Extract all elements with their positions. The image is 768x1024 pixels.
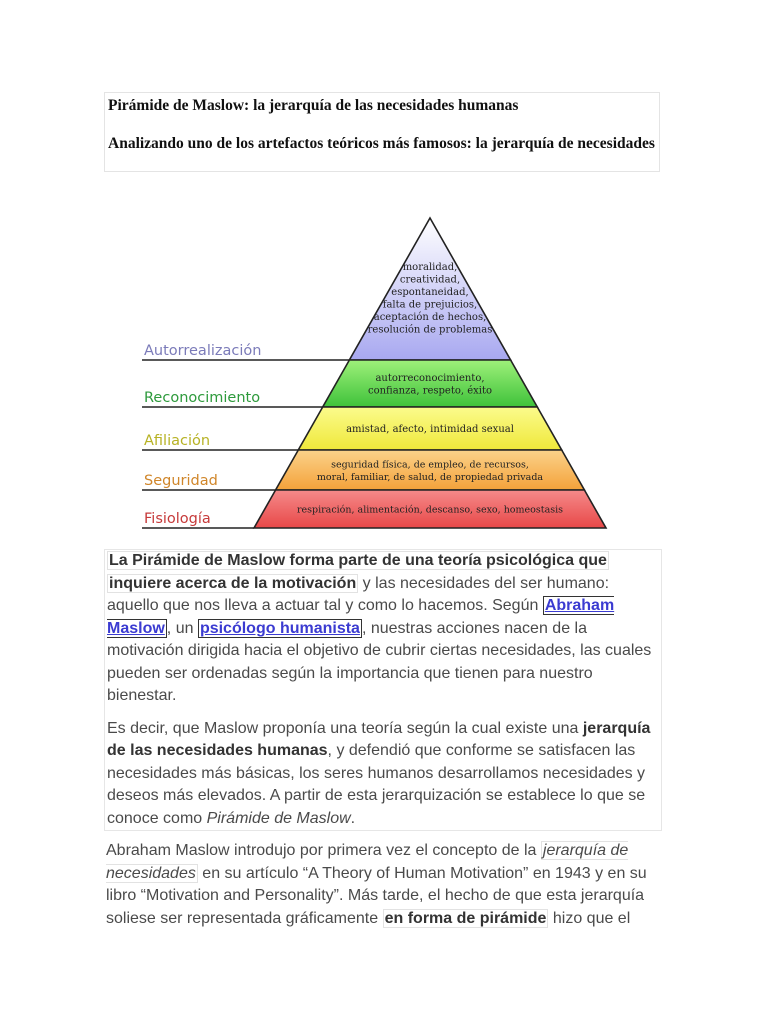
bold-phrase: jerarquía de las necesidades humanas	[107, 719, 651, 759]
pyramid-layer-text: espontaneidad,	[391, 287, 469, 298]
text-run: hizo que el	[548, 909, 631, 927]
page-subtitle: Analizando uno de los artefactos teóricos más famosos: la jerarquía de necesidades	[108, 135, 655, 152]
text-run: , y defendió que conforme se satisfacen las necesidades más básicas, los seres humanos desarrollamos necesidades y deseos más elevados. A partir de esta jerarquización se establece lo que se conoce como	[107, 742, 646, 827]
pyramid-level-label: Autorrealización	[144, 343, 262, 359]
pyramid-layer-text: moral, familiar, de salud, de propiedad privada	[316, 471, 544, 483]
pyramid-layer-text: seguridad física, de empleo, de recursos,	[331, 459, 529, 471]
pyramid-layer-text: aceptación de hechos,	[373, 312, 487, 323]
pyramid-layer-text: confianza, respeto, éxito	[367, 385, 493, 397]
text-run: Abraham Maslow introdujo por primera vez el concepto de la	[106, 842, 541, 859]
link-abraham-maslow[interactable]: Abraham Maslow	[107, 597, 615, 637]
title-box	[104, 92, 660, 172]
text-run: y las necesidades del ser humano: aquello que nos lleva a actuar tal y como lo hacemos. Según	[107, 574, 610, 614]
pyramid-layer-text: resolución de problemas	[367, 324, 493, 336]
maslow-pyramid	[130, 210, 620, 535]
bold-phrase: La Pirámide de Maslow forma parte de una teoría psicológica que	[109, 552, 607, 569]
text-run: , nuestras acciones nacen de la motivación dirigida hacia el objetivo de cubrir ciertas necesidades, las cuales pueden ser ordenadas según la importancia que tienen para nuestro bienestar.	[107, 619, 652, 704]
pyramid-layer-text: falta de prejuicios,	[382, 299, 478, 311]
link-psicologo-humanista[interactable]: psicólogo humanista	[199, 619, 360, 637]
pyramid-layer-text: moralidad,	[402, 262, 458, 273]
pyramid-layer-text: respiración, alimentación, descanso, sexo, homeostasis	[296, 504, 564, 516]
italic-phrase: Pirámide de Maslow	[206, 809, 351, 827]
bold-phrase: en forma de pirámide	[384, 909, 547, 927]
pyramid-level-label: Afiliación	[144, 433, 211, 449]
text-run: .	[350, 809, 356, 827]
pyramid-level-label: Reconocimiento	[144, 390, 261, 406]
italic-phrase: jerarquía de necesidades	[106, 842, 629, 882]
paragraph-2	[107, 718, 661, 831]
pyramid-layer-text: autorreconocimiento,	[375, 372, 485, 384]
paragraph-1	[107, 550, 661, 708]
pyramid-level-label: Fisiología	[144, 511, 211, 527]
pyramid-level-label: Seguridad	[144, 473, 218, 489]
paragraphs-box	[104, 549, 662, 831]
text-run: Es decir, que Maslow proponía una teoría según la cual existe una	[107, 719, 583, 737]
paragraph-3	[106, 840, 662, 930]
pyramid-layer-text: creatividad,	[399, 274, 461, 286]
page-title: Pirámide de Maslow: la jerarquía de las necesidades humanas	[108, 97, 519, 114]
text-run: , un	[166, 619, 198, 637]
text-run: en su artículo “A Theory of Human Motivation” en 1943 y en su libro “Motivation and Personality”. Más tarde, el hecho de que esta jerarquía soliese ser representada gráficamente	[106, 864, 647, 927]
pyramid-layer-text: amistad, afecto, intimidad sexual	[346, 424, 514, 435]
bold-phrase: inquiere acerca de la motivación	[109, 574, 357, 592]
paragraph-3-box	[104, 840, 662, 930]
